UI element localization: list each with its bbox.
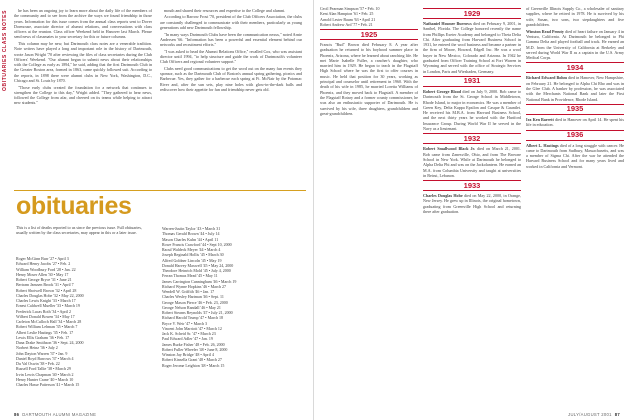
- death-list-row: Winston Jay Bridge '48 • April 4: [162, 352, 214, 357]
- obituary-entry: [526, 29, 624, 61]
- class-year-heading: 1933: [423, 180, 521, 191]
- intro-text: This is a list of deaths reported to us since the previous issue. Full obituaries, usually written by the class secretaries, may appear in this or a later issue.: [16, 225, 142, 236]
- obituary-entry: [526, 75, 624, 101]
- issue-date: JULY/AUGUST 2001: [568, 412, 612, 417]
- deceased-name: Winston Read Prouty: [526, 28, 566, 34]
- body-paragraph: Clubs need good communications to get the word out on the many fun events they sponsor, such as the Dartmouth Club of Boston's annual spring gathering, picnics and Barbecue. Yes, they gather for a barbecue each spring at Ft. McNair by the Potomac River and, after the sun sets, play nine holes with glow-in-the-dark balls and rediscover how their appetite for fun and friendship never gets old.: [160, 65, 302, 92]
- page-number: 87: [614, 412, 620, 417]
- death-list-row: Edward Henry Jacobs '27 • Feb. 2: [16, 261, 71, 267]
- obituary-text: died of heart failure on January 4 in Ventura, California. At Dartmouth he belonged to Phi Gamma Delta and played football and track. He earned an M.D. from the University of California at Berkeley and served during World War II as a captain in the U.S. Army Medical Corps.: [526, 28, 624, 61]
- obituary-text: died on May 22, 2000, in Orange, New Jersey. He grew up in Illinois, the original hometown, graduating from Greenville High School and returning there after graduation.: [423, 193, 521, 215]
- death-list-row: Frederick Lucas Roth '34 • April 2: [16, 308, 71, 314]
- section-tab-label: OBITUARIES CLASS NOTES: [2, 10, 8, 91]
- magazine-title: DARTMOUTH ALUMNI MAGAZINE: [22, 412, 97, 417]
- death-list-row: Richard Wynne Hopkins '46 • March 27: [162, 283, 227, 289]
- class-year-heading: 1935: [526, 104, 624, 115]
- obit-column-1: [320, 6, 418, 408]
- obituary-entry: [423, 146, 521, 178]
- obituary-entry: [526, 6, 624, 27]
- obituary-text: died of a long struggle with cancer. He came to Dartmouth from Sudbury, Massachusetts, and was a member of Sigma Chi. After the war he attended the Harvard Business School and for many years lived and worked in California and Vermont.: [526, 142, 624, 169]
- class-year-heading: 1934: [526, 62, 624, 73]
- body-paragraph: According to Barrow Frost '70, president of the Club Officers Association, the clubs are constantly challenged to communicate with their members, particularly as young generations add new Dartmouth fellowship.: [160, 14, 302, 31]
- class-year-heading: 1925: [320, 29, 418, 40]
- death-list-row: Kent Alan Hampton '61 • Feb. 25: [320, 11, 374, 17]
- obituary-text: died on February 9, 2001, in Sanibel, Florida. The College honored recently the name from Phillips Exeter Academy and belonged to Theta Delta Chi. After graduating from Harvard Business School in 1931, he entered the wool business and became a partner in the firm of Moore, Howard, Edgell Inc. He was a wool buyer in New Mexico, Colorado and Arizona. In 1942 he graduated from Officer Training School at Fort Warren in Wyoming and served with the office of Strategic Services in London, Paris and Wiesbaden, Germany.: [423, 21, 521, 74]
- class-year-heading: 1932: [423, 133, 521, 144]
- death-list-row: Robert Andrew Ard '77 • Feb. 21: [320, 21, 373, 27]
- death-list-row: Dana Drake Smithson '36 • Sept. 24, 2000: [16, 340, 84, 345]
- body-paragraph: mouth and shared their resources and expertise to the College and alumni.: [164, 8, 286, 13]
- masthead-title: obituaries: [16, 192, 132, 220]
- obituary-text: of Greenville Illinois Supply Co., a wholesaler of sanitary supplies, where he retired in 1978. He is survived by his wife, Susan, two sons, two stepdaughters and five grandchildren.: [526, 6, 624, 27]
- obituary-entry: [526, 143, 624, 169]
- death-list-row: Rowe Francis Crawford '44 • Sept 10, 2000: [162, 241, 232, 247]
- death-list-row: Wilbert Donald Bowen '34 • May 17: [16, 313, 75, 319]
- class-year-heading: 1929: [423, 8, 521, 19]
- class-year-heading: 1931: [423, 76, 521, 87]
- deceased-name: Robert George Blood: [423, 88, 463, 94]
- section-tab: [2, 10, 10, 160]
- death-list-row: Carleton McCulloch Hall '34 • March 28: [16, 319, 82, 324]
- death-list-row: Mason Charles Kuhn '44 • April 11: [162, 236, 219, 242]
- obituary-text: died on March 21, 2001. Bob came from Zanesville, Ohio, and from The Browne School in New York. While at Dartmouth he belonged to Alpha Delta Phi and was on the Jackolantern. He earned an M.A. from Columbia University and taught at universities in Beirut, Lebanon.: [423, 146, 521, 178]
- death-list-row: Robert Kinsella Grant '48 • March 27: [162, 357, 222, 363]
- death-list-row: Charles Wesley Hartman '46 • Sept. 11: [162, 294, 224, 300]
- death-list-row: Lewis Ellis Graham '36 • Feb. 17: [16, 334, 70, 340]
- death-list-row: Thomas Gerald Brown '44 • July 14: [162, 231, 220, 237]
- death-list-row: Donald Harvey Maxwell '45 • May 24, 2000: [162, 262, 234, 268]
- death-list-row: Russell Ford Tallie '38 • March 29: [16, 366, 71, 372]
- right-page: [314, 0, 628, 420]
- death-list-row: Charles Hasse Patterson '41 • March 15: [16, 382, 80, 387]
- body-paragraph: This column may be new, but Dartmouth class notes are a venerable tradition. Note writers have played a long and important role in the history of Dartmouth, wrote Jason Wright '70 after reviewing the files of class secretaries during the Club Officers' Weekend. "Our alumni began to submit news about their relationships with the College as early as 1894," he said, adding that the first Dartmouth Club in the Greater Boston area, formed in 1863, came quickly followed suit. According to the reports, in 1898 there were alumni clubs in New York, Washington, D.C., Chicago and St. Louis by 1870.: [14, 40, 152, 84]
- death-list-row: Bryce V. Weir '47 • March 3: [162, 320, 208, 326]
- death-list-row: Paul Edward Adler '47 • Jan. 19: [162, 336, 213, 342]
- body-paragraph: "I was asked to head the Alumni Relations Office," recalled Cox, who was assistant director until 1994, "to help structure and guide the work of Dartmouth's volunteer Club Officers and regional volunteer support.": [160, 48, 302, 65]
- obituary-text: died in Hanover, New Hampshire, on February 21. He belonged to Alpha Chi Rho and was in the Glee Club. A banker by profession, he was associated with the Merchants National Bank and later the First National Bank in Providence, Rhode Island.: [526, 75, 624, 102]
- death-list-row: Henry Moser Allen '30 • May 17: [16, 271, 69, 277]
- death-list-row: William Woodbury Ford '28 • Jan. 22: [16, 266, 76, 272]
- deceased-name: Nathaniel Hosmer Burrows: [423, 21, 473, 26]
- death-list-row: Jack K. Scheid Sr. '47 • March 23: [162, 331, 216, 336]
- obituary-text: died in Hanover on April 14. He spent his life in education.: [526, 116, 624, 128]
- death-list-row: Roger McGinn Burr '27 • April 3: [16, 256, 69, 261]
- death-list-row: George Nelson Randall '46 • May 21: [162, 304, 221, 310]
- obit-column-2: [423, 6, 521, 408]
- death-list-row: Wendell W. Griffith '46 • Jan. 17: [162, 289, 215, 294]
- body-paragraph: "In many ways Dartmouth Clubs have been the communication nexus," noted Arnie Andersen '66. "Information has been a powerful and essential element behind our networks and recruitment efforts.": [160, 31, 302, 48]
- page-number: 86: [14, 412, 20, 417]
- deceased-name: Robert Smallwood Black Jr.: [423, 146, 477, 152]
- obituary-entry: [423, 89, 521, 131]
- death-list-row: Du Val Oswin '38 • Feb. 22: [16, 361, 60, 366]
- death-list-row: Theodore Heinrich Mold '45 • July 4, 2000: [162, 268, 231, 273]
- death-list-row: Robert George Bryce '31 • June 21: [16, 277, 72, 282]
- body-column-2: [160, 8, 302, 186]
- death-list-row: Cecil Pearman Simpson '57 • Feb. 10: [320, 6, 380, 11]
- death-list-row: Robert Fuller Wheeler '48 • June 8, 2000: [162, 346, 228, 352]
- death-list-row: Arnold Lester Baum '63 • April 21: [320, 16, 376, 22]
- death-list-row: Roger Jerome Leighton '48 • March 15: [162, 362, 225, 368]
- death-list-row: Irvin Lewis Chapman '40 • March 2: [16, 371, 74, 377]
- death-list-left: [16, 256, 156, 406]
- death-list-row: Robert Shotwell Brown '32 • April 28: [16, 287, 77, 293]
- class-year-heading: 1936: [526, 130, 624, 141]
- masthead: [14, 190, 306, 218]
- death-list-row: Alfred Goldner Lincoln '45 • May 19: [162, 257, 222, 263]
- death-list-row: Daniel Boyd Barrows '37 • March 4: [16, 355, 74, 361]
- death-list-row: Robert William Lehman '35 • March 7: [16, 324, 78, 330]
- folio-left: [14, 412, 96, 417]
- death-list-row: Albert Leslie Hastings '35 • Feb. 17: [16, 329, 74, 335]
- death-list-row: Ferran Thomas Mead '45 • May 11: [162, 273, 218, 279]
- death-list-row: Charles Douglas Hobe '32 • May 22, 2000: [16, 292, 84, 298]
- body-column-1: [14, 8, 152, 186]
- body-paragraph: he has been an ongoing joy to learn more about the daily life of the members of the community and to see from the archive the ways we found friendship in those years. Information for this issue comes from the annual class reports sent to Dover Dormouse, associate director of alumni relations, and conversations with class officers at the reunion. Class officer Weekend held in Hanover last March. Please send news of classmates to your secretary for this or future columns.: [14, 8, 152, 40]
- obituary-entry: [423, 21, 521, 74]
- death-list-row: Joseph Reginald Hollis '45 • March 30: [162, 252, 224, 258]
- death-list-row: Bertram Janssen Brook '31 • April 7: [16, 282, 74, 288]
- obituary-entry: [423, 193, 521, 214]
- death-list-row: Richard Harold Trump '47 • March 18: [162, 315, 224, 321]
- death-list-row: Robert Stearns Reynolds '47 • July 21, 2000: [162, 310, 233, 315]
- death-list-row: James Carrington Cunningham '46 • March 19: [162, 278, 237, 284]
- deceased-name: Ira Ken Barrett: [526, 116, 555, 122]
- death-list-row: Charles Lewis Knight '33 • March 17: [16, 298, 76, 303]
- death-list-row: Raoul Waldeck Meyer '44 • March 4: [162, 247, 221, 252]
- death-list-row: John Dayton Warren '37 • Jan. 9: [16, 350, 68, 356]
- death-list-row: Ernest Caldwell Mueller '33 • March 19: [16, 303, 80, 309]
- death-list-row: Norbert Heinz '36 • July 2: [16, 345, 58, 351]
- death-list-row: Henry Hunter Crane '40 • March 10: [16, 376, 74, 382]
- deceased-name: Richard Edward Bohm: [526, 75, 568, 81]
- obituary-entry: Francis "Bud" Brown died February 8. A year after graduation he returned to his boyhood summer place in Phoenix, Arizona, where he learned about ranching life. He met Marie Isabelle Fuller, a rancher's daughter, who married him in 1929. He began to teach in the Flagstaff High School where he was the first to offer courses in music. He held that position for 30 years, working as principal and counselor until retirement in 1960. With the death of his wife in 1985, he married Loretta Williams of Phoenix, and they moved back to Flagstaff. A member of the Flagstaff Rotary and a former county commissioner, he was also an enthusiastic supporter of Dartmouth. He is survived by his wife, three daughters, grandchildren and great-grandchildren.: [320, 42, 418, 116]
- death-list-row: George Mason Pierce '46 • Feb. 23, 2000: [162, 299, 228, 305]
- deceased-name: Albert L. Hastings: [526, 142, 560, 148]
- deceased-name: Charles Douglas Hobe: [423, 193, 464, 199]
- death-list-row: Vincent John Marriott '47 • March 12: [162, 325, 222, 331]
- death-list-continued: [320, 6, 418, 27]
- obituary-entry: [526, 117, 624, 128]
- obituary-text: died on July 9, 2000. Bob came to Dartmouth from the St. George School in Middletown, Rhode Island, to major in economics. He was a member of Green Key, Delta Kappa Epsilon and Casque & Gauntlet. He received his M.B.A. from Harvard Business School, and the next thirty years he worked with the Hartford Insurance Group. During World War II he served in the Navy as a lieutenant.: [423, 88, 521, 132]
- body-paragraph: "Those early clubs created the foundation for a network that continues to strengthen the College to this day," Wright added. "They gathered to hear news, followed the College from afar, and cheered on its teams while helping to attract new students.": [14, 84, 152, 106]
- death-list-right: [162, 226, 308, 412]
- obit-column-3: [526, 6, 624, 408]
- death-list-row: Warren-Justin Taylor '43 • March 31: [162, 226, 221, 231]
- folio-right: [568, 412, 620, 417]
- death-list-row: James Burke Fisher '48 • Feb. 26, 2000: [162, 341, 225, 347]
